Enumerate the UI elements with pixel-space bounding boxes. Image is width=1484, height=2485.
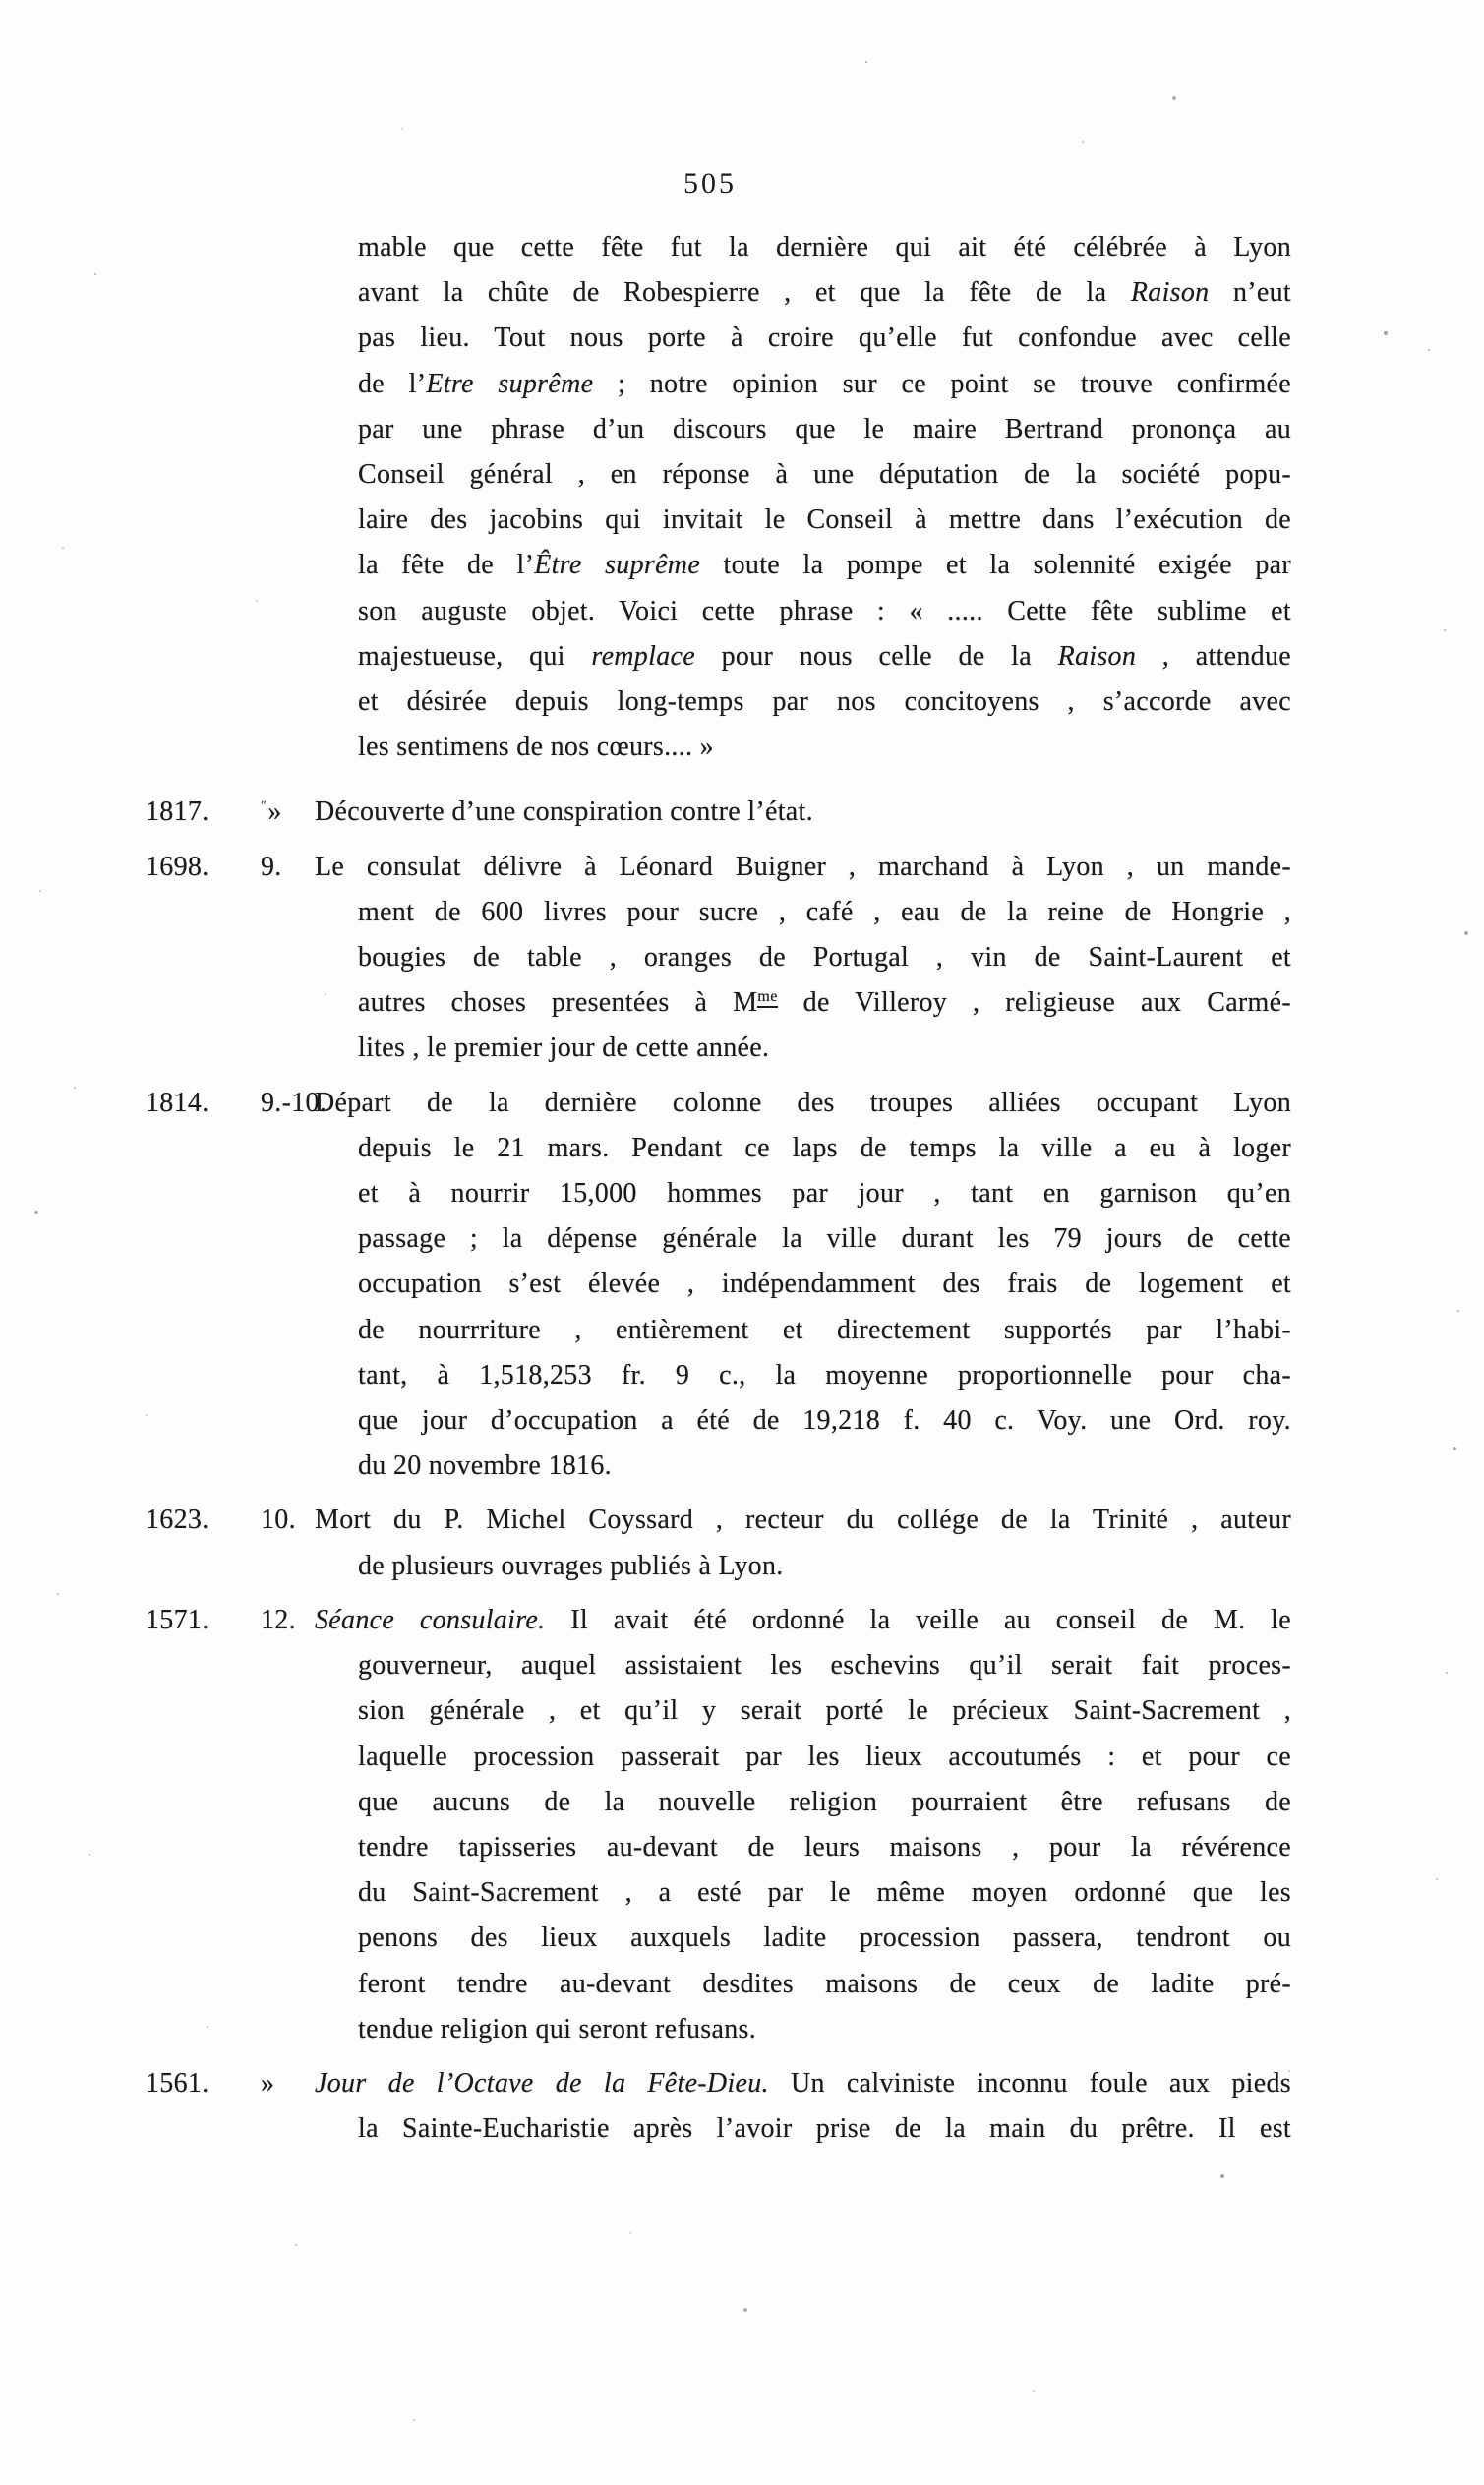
entry-year: 1817. [146,797,209,828]
entry-year: 1698. [146,851,209,882]
entry-line: lites , le premier jour de cette année. [358,1033,770,1064]
chronicle-entry [146,1598,1291,2052]
entry-day: 10. [261,1505,296,1536]
entry-line: ment de 600 livres pour sucre , café , eau de la reine de Hongrie , [358,896,1291,927]
chronicle-entries [146,790,1291,2152]
chronicle-entry [146,790,1291,835]
entry-line: du 20 novembre 1816. [358,1450,612,1482]
entry-year: 1561. [146,2067,209,2099]
entry-line: feront tendre au-devant desdites maisons de ceux de ladite pré- [358,1968,1291,1999]
intro-line: par une phrase d’un discours que le maire Bertrand prononça au [358,413,1291,444]
entry-year: 1571. [146,1604,209,1635]
entry-line: gouverneur, auquel assistaient les eschevins qu’il serait fait proces- [358,1650,1291,1682]
intro-line: la fête de l’Être suprême toute la pompe et la solennité exigée par [358,550,1291,581]
entry-line: de nourrriture , entièrement et directement supportés par l’habi- [358,1314,1291,1345]
entry-line: de plusieurs ouvrages publiés à Lyon. [358,1550,784,1581]
intro-line: les sentimens de nos cœurs.... » [358,732,714,763]
intro-line: avant la chûte de Robespierre , et que la fête de la Raison n’eut [358,277,1291,309]
entry-line: tendre tapisseries au-devant de leurs maisons , pour la révérence [358,1831,1291,1863]
chronicle-entry [146,1498,1291,1588]
intro-line: laire des jacobins qui invitait le Conseil à mettre dans l’exécution de [358,504,1291,536]
intro-line: majestueuse, qui remplace pour nous celle de la Raison , attendue [358,640,1291,672]
entry-text [315,2061,1291,2152]
entry-line: Mort du P. Michel Coyssard , recteur du collége de la Trinité , auteur [315,1505,1291,1536]
entry-day: » [261,2067,275,2099]
intro-line: et désirée depuis long-temps par nos concitoyens , s’accorde avec [358,686,1291,718]
entry-line: occupation s’est élevée , indépendamment des frais de logement et [358,1269,1291,1300]
entry-line: penons des lieux auxquels ladite procession passera, tendront ou [358,1923,1291,1954]
entry-text [315,1081,1291,1490]
entry-line: tant, à 1,518,253 fr. 9 c., la moyenne proportionnelle pour cha- [358,1359,1291,1390]
entry-line: bougies de table , oranges de Portugal , vin de Saint-Laurent et [358,942,1291,974]
entry-line: Départ de la dernière colonne des troupes alliées occupant Lyon [315,1087,1291,1118]
page-number: 505 [683,167,737,200]
intro-line: son auguste objet. Voici cette phrase : « ..... Cette fête sublime et [358,595,1291,626]
chronicle-entry [146,1081,1291,1490]
text-block [146,225,1291,2152]
entry-line: passage ; la dépense générale la ville durant les 79 jours de cette [358,1223,1291,1255]
entry-day: 12. [261,1604,296,1635]
ink-mark: ʺ [261,799,267,815]
entry-line: Séance consulaire. Il avait été ordonné la veille au conseil de M. le [315,1604,1291,1635]
entry-line: tendue religion qui seront refusans. [358,2013,757,2044]
entry-line: et à nourrir 15,000 hommes par jour , tant en garnison qu’en [358,1178,1291,1210]
entry-text [315,1598,1291,2052]
entry-line: sion générale , et qu’il y serait porté le précieux Saint-Sacrement , [358,1695,1291,1727]
scan-noise [0,0,2,2]
entry-line: que jour d’occupation a été de 19,218 f. 40 c. Voy. une Ord. roy. [358,1405,1291,1437]
entry-day: 9. [261,851,282,882]
entry-year: 1623. [146,1505,209,1536]
intro-paragraph [358,225,1291,770]
entry-line: Jour de l’Octave de la Fête-Dieu. Un calviniste inconnu foule aux pieds [315,2067,1291,2099]
entry-line: du Saint-Sacrement , a esté par le même moyen ordonné que les [358,1877,1291,1909]
entry-day: $^ʺ$» [261,797,282,828]
chronicle-entry [146,845,1291,1072]
entry-text [315,1498,1291,1588]
intro-line: de l’Etre suprême ; notre opinion sur ce point se trouve confirmée [358,368,1291,399]
entry-text [315,845,1291,1072]
entry-line: Découverte d’une conspiration contre l’état. [315,797,813,828]
entry-line: la Sainte-Eucharistie après l’avoir prise de la main du prêtre. Il est [358,2113,1291,2145]
entry-line: autres choses presentées à $M^{me}$ de Villeroy , religieuse aux Carmé- [358,986,1291,1019]
entry-day: 9.-10. [261,1087,327,1118]
entry-line: depuis le 21 mars. Pendant ce laps de temps la ville a eu à loger [358,1132,1291,1163]
entry-line: Le consulat délivre à Léonard Buigner , marchand à Lyon , un mande- [315,851,1291,882]
intro-line: pas lieu. Tout nous porte à croire qu’elle fut confondue avec celle [358,323,1291,354]
entry-text [315,790,1291,835]
entry-line: que aucuns de la nouvelle religion pourraient être refusans de [358,1786,1291,1817]
chronicle-entry [146,2061,1291,2152]
intro-line: mable que cette fête fut la dernière qui ait été célébrée à Lyon [358,232,1291,263]
intro-line: Conseil général , en réponse à une députation de la société popu- [358,459,1291,491]
entry-year: 1814. [146,1087,209,1118]
entry-line: laquelle procession passerait par les lieux accoutumés : et pour ce [358,1741,1291,1772]
